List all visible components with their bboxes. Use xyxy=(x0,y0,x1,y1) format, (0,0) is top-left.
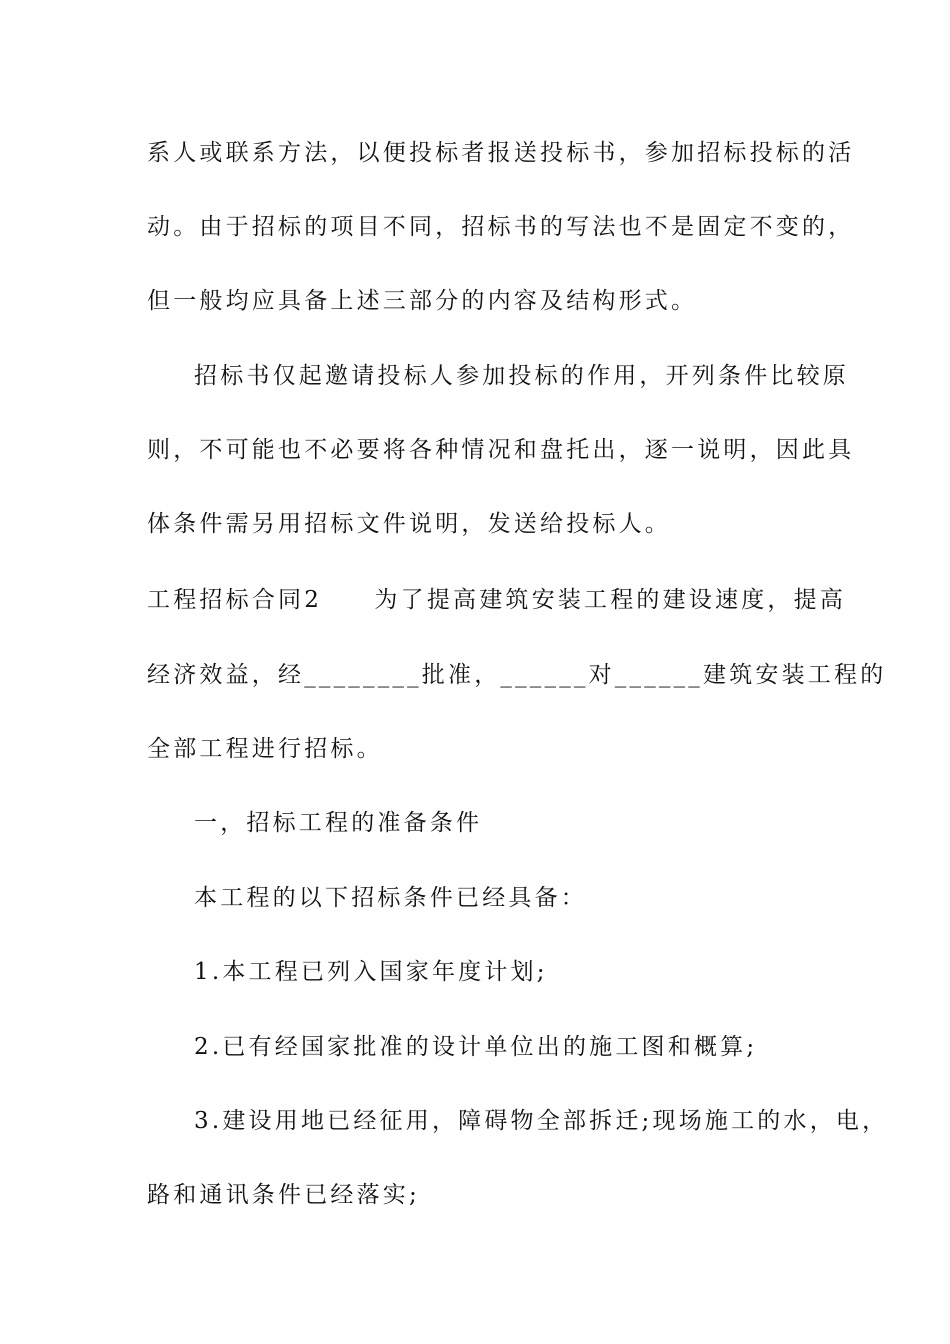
text-line: 则，不可能也不必要将各种情况和盘托出，逐一说明，因此具 xyxy=(147,437,855,463)
text-line: 动。由于招标的项目不同，招标书的写法也不是固定不变的， xyxy=(147,214,855,240)
section-heading-line: 工程招标合同2 为了提高建筑安装工程的建设速度，提高 xyxy=(147,587,847,613)
text-line: 系人或联系方法，以便投标者报送投标书，参加招标投标的活 xyxy=(147,140,855,166)
text-line: 本工程的以下招标条件已经具备： xyxy=(194,885,587,911)
list-item: 3.建设用地已经征用，障碍物全部拆迁;现场施工的水，电， xyxy=(194,1108,889,1134)
text-line: 经济效益，经________批准，______对______建筑安装工程的 xyxy=(147,662,887,688)
list-item: 2.已有经国家批准的设计单位出的施工图和概算; xyxy=(194,1034,758,1060)
text-line: 但一般均应具备上述三部分的内容及结构形式。 xyxy=(147,288,698,314)
text-line: 全部工程进行招标。 xyxy=(147,736,383,762)
list-item: 1.本工程已列入国家年度计划; xyxy=(194,959,548,985)
text-line: 体条件需另用招标文件说明，发送给投标人。 xyxy=(147,511,671,537)
text-line: 招标书仅起邀请投标人参加投标的作用，开列条件比较原 xyxy=(194,363,849,389)
text-line: 路和通讯条件已经落实; xyxy=(147,1182,420,1208)
subheading-line: 一，招标工程的准备条件 xyxy=(194,810,483,836)
